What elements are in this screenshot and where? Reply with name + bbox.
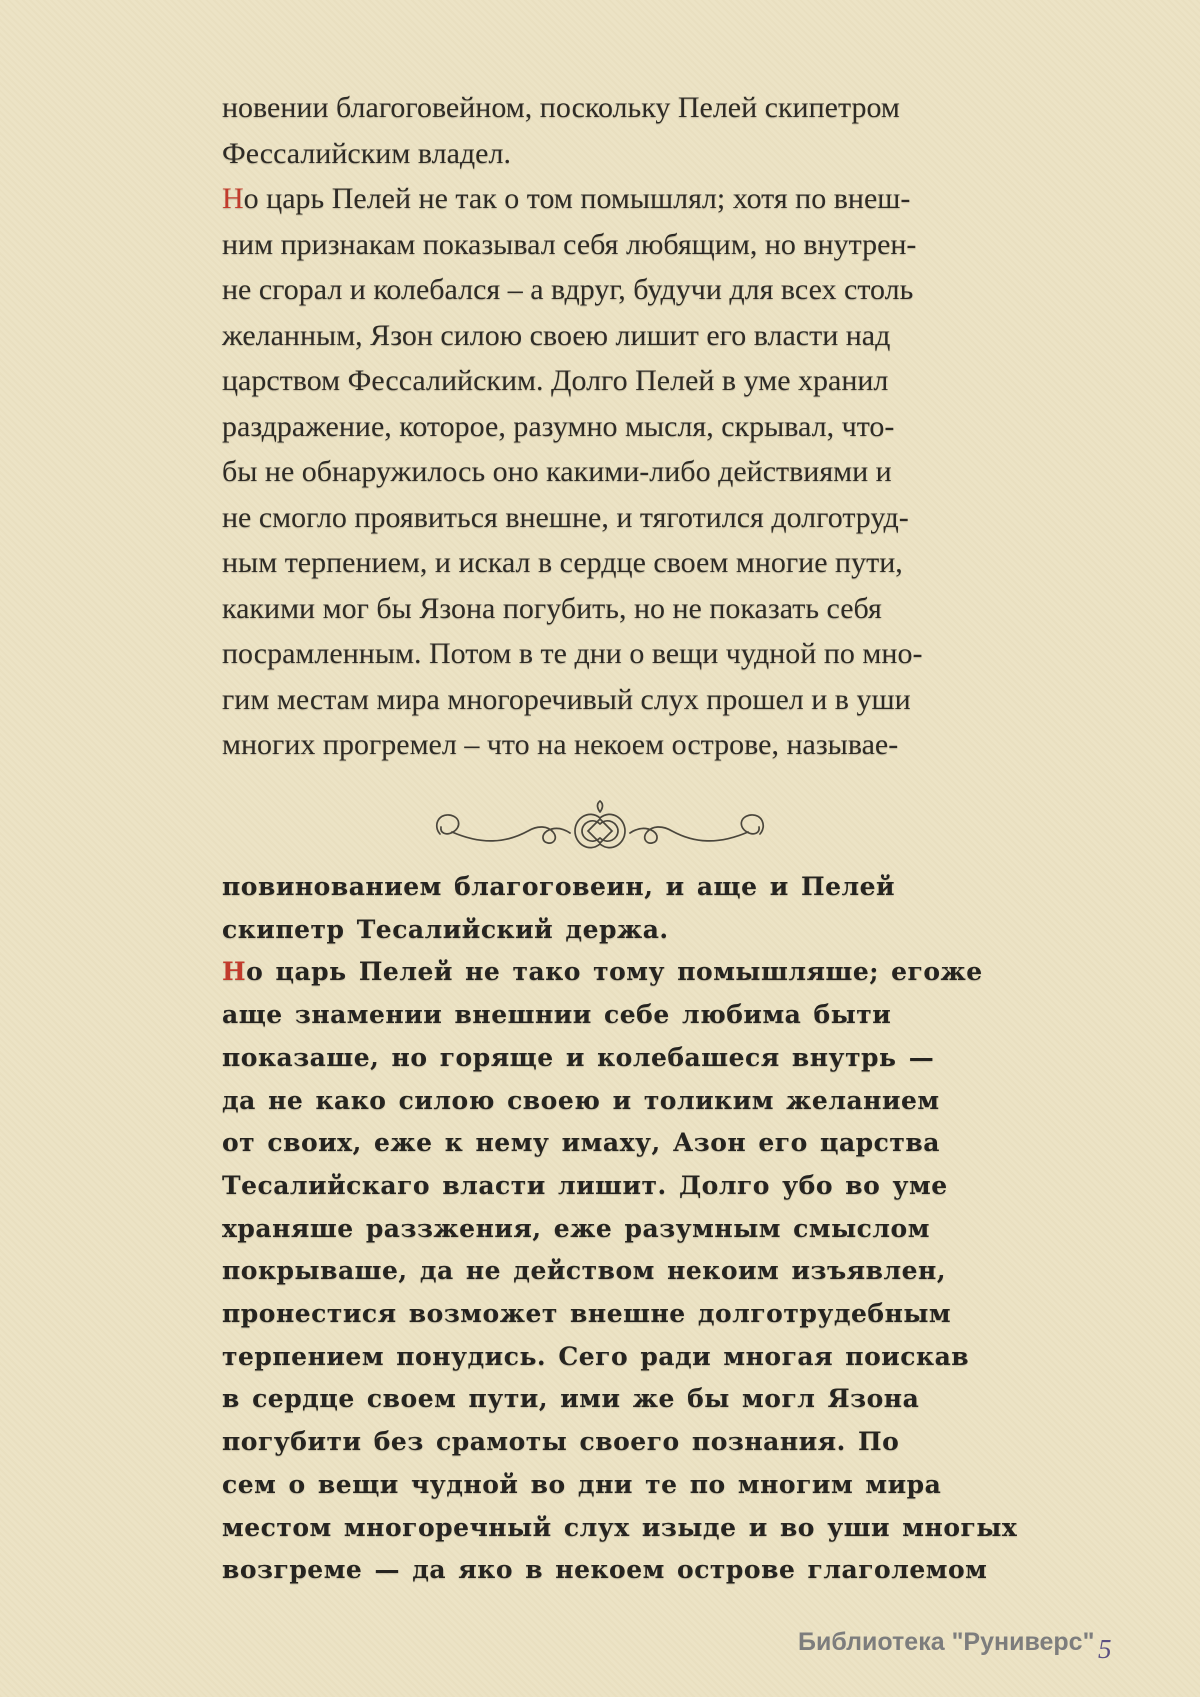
text-line: Но царь Пелей не так о том помышлял; хотя по внеш-	[222, 182, 911, 215]
text-line: храняше раззжения, еже разумным смыслом	[222, 1213, 930, 1243]
text-line: Но царь Пелей не тако тому помышляше; егоже	[222, 957, 983, 987]
text-line: бы не обнаружилось оно какими-либо действиями и	[222, 455, 892, 488]
text-line: Фессалийским владел.	[222, 136, 511, 170]
text-line: ним признакам показывал себя любящим, но внутрен-	[222, 227, 917, 261]
text-line: повинованием благоговеин, и аще и Пелей	[222, 872, 896, 901]
page-number: 5	[1098, 1634, 1112, 1664]
text-line: ным терпением, и искал в сердце своем многие пути,	[222, 546, 903, 579]
watermark-text: Библиотека "Руниверс"	[798, 1628, 1095, 1656]
text-line: Тесалийскаго власти лишит. Долго убо во уме	[222, 1170, 948, 1200]
red-initial-letter: Н	[222, 182, 244, 215]
text-line: возгреме — да яко в некоем острове глаголемом	[222, 1555, 988, 1585]
text-line: пронестися возможет внешне долготрудебным	[222, 1299, 952, 1329]
text-line: терпением понудись. Сего ради многая поискав	[222, 1341, 970, 1371]
text-line: местом многоречный слух изыде и во уши многых	[222, 1512, 1018, 1542]
text-line: не сгорал и колебался – а вдруг, будучи для всех столь	[222, 273, 914, 306]
text-line: показаше, но горяще и колебашеся внутрь —	[222, 1042, 935, 1072]
text-line: какими мог бы Язона погубить, но не показать себя	[222, 591, 882, 625]
text-line: сем о вещи чудной во дни те по многим мира	[222, 1469, 942, 1499]
text-line: посрамленным. Потом в те дни о вещи чудной по мно-	[222, 637, 923, 670]
calligraphic-flourish-icon	[430, 798, 770, 862]
church-slavonic-text-block	[222, 866, 1052, 1592]
red-initial-letter: Н	[222, 957, 247, 987]
text-line: царством Фессалийским. Долго Пелей в уме хранил	[222, 364, 889, 397]
text-line: покрываше, да не действом некоим изъявлен,	[222, 1256, 947, 1286]
text-line: да не како силою своею и толиким желанием	[222, 1085, 940, 1115]
text-line: погубити без срамоты своего познания. По	[222, 1427, 900, 1457]
text-line: желанным, Язон силою своею лишит его власти над	[222, 318, 891, 352]
text-line: новении благоговейном, поскольку Пелей скипетром	[222, 91, 900, 124]
text-line: многих прогремел – что на некоем острове, называе-	[222, 728, 899, 761]
text-line: раздражение, которое, разумно мысля, скрывал, что-	[222, 409, 895, 443]
text-line: не смогло проявиться внешне, и тяготился долготруд-	[222, 500, 909, 534]
text-line: гим местам мира многоречивый слух прошел и в уши	[222, 682, 911, 716]
text-line: в сердце своем пути, ими же бы могл Язона	[222, 1384, 920, 1414]
text-line: аще знамении внешнии себе любима быти	[222, 1000, 892, 1030]
modern-russian-text-block	[222, 85, 942, 768]
text-line: от своих, еже к нему имаху, Азон его царства	[222, 1128, 940, 1158]
text-line: скипетр Тесалийский держа.	[222, 914, 669, 944]
